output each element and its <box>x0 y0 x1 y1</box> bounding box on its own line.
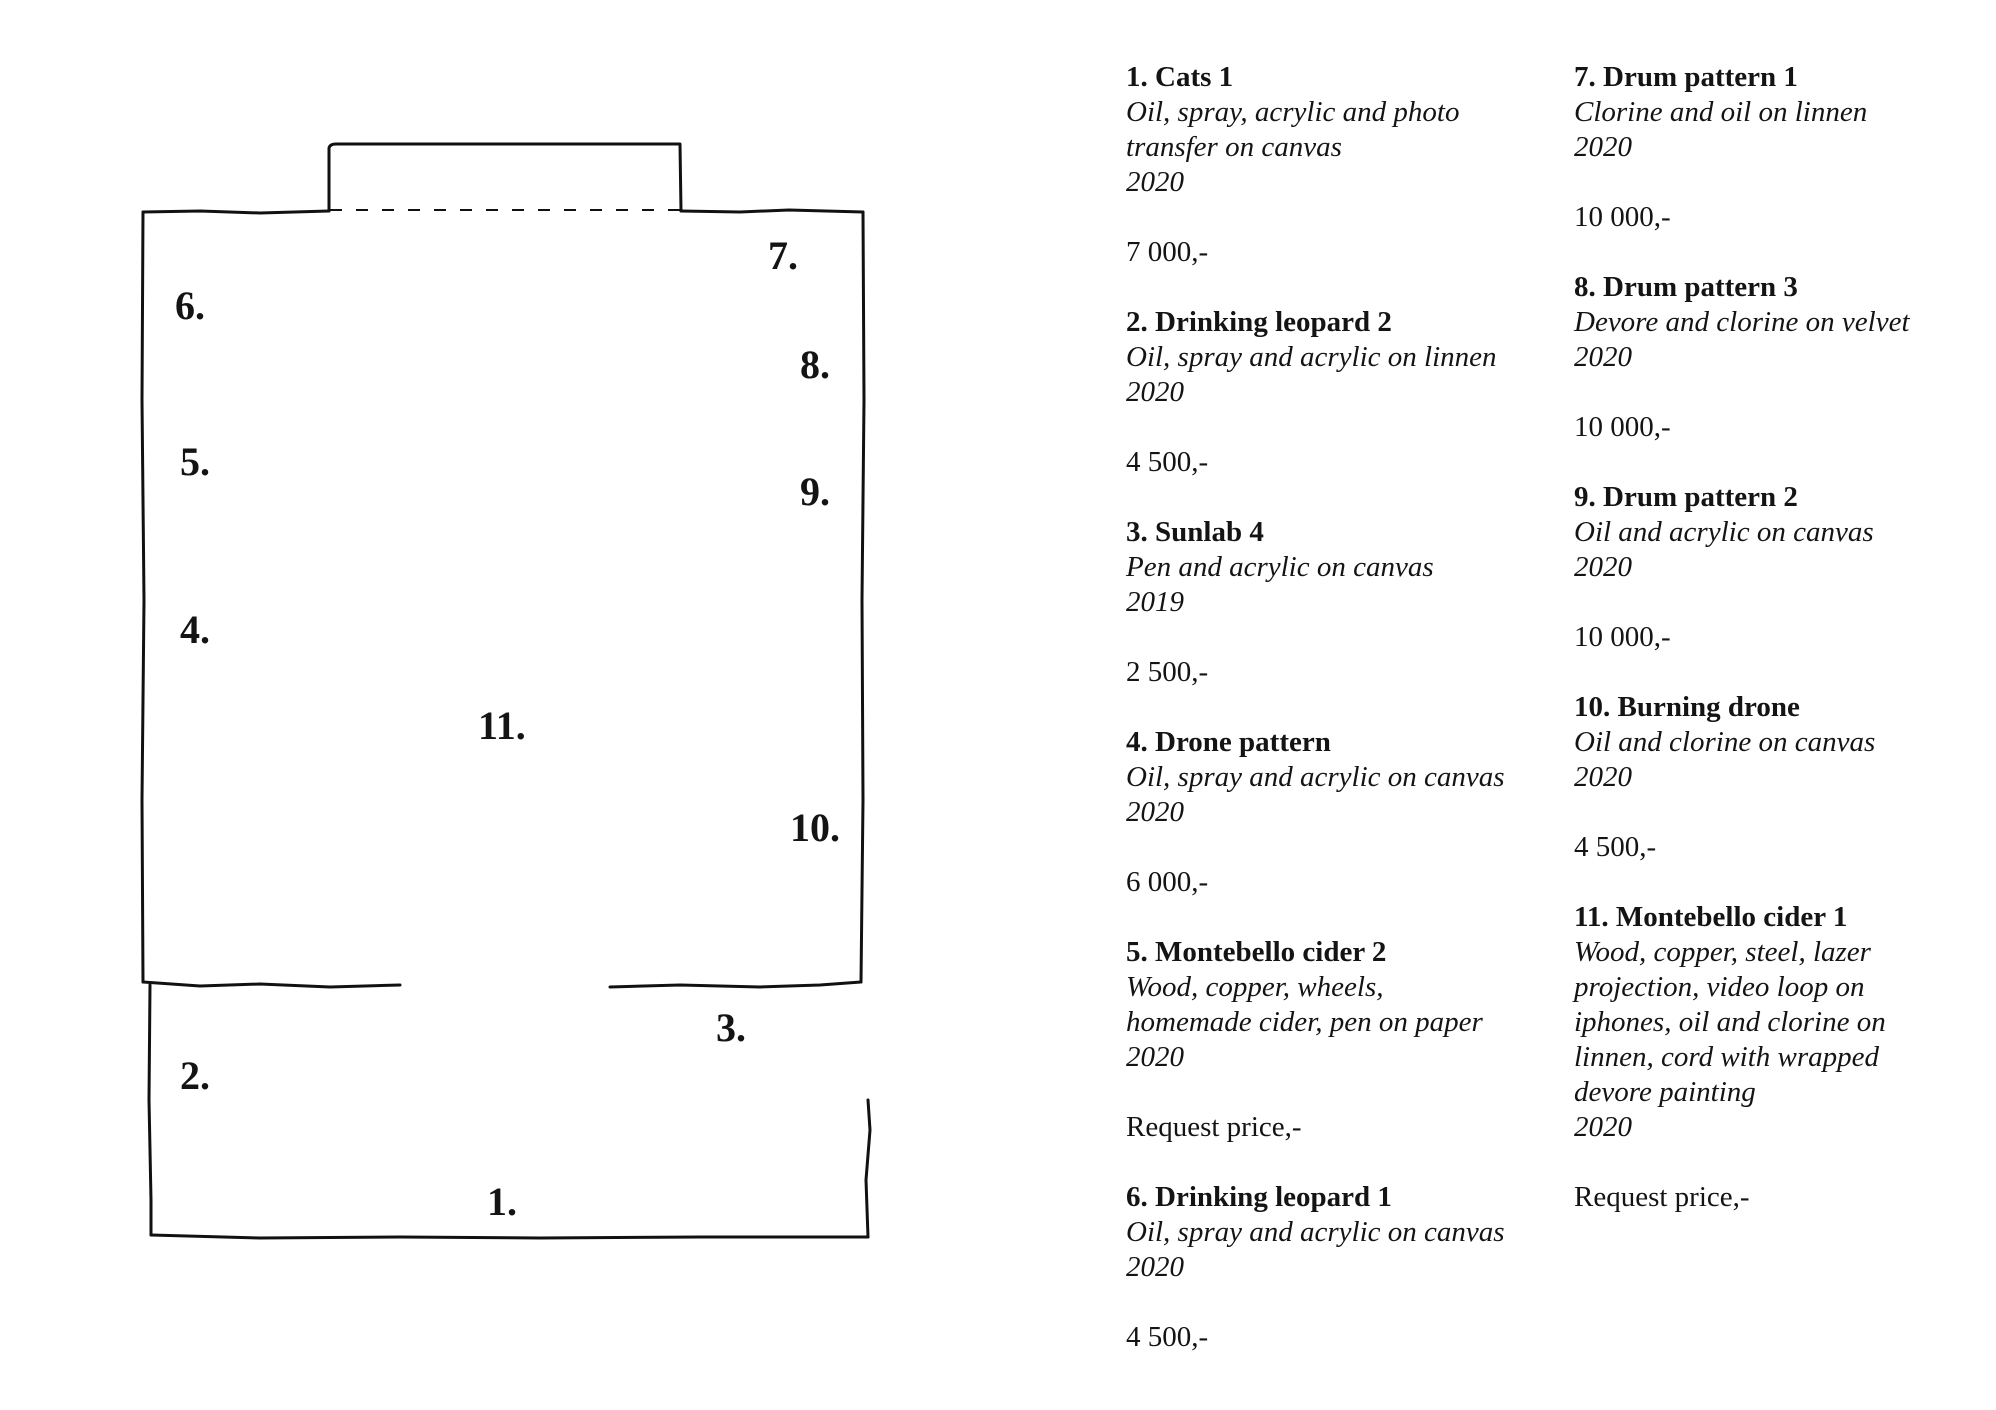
artwork-8 <box>1574 270 1994 445</box>
artwork-price: 10 000,- <box>1574 201 1671 233</box>
plan-label-6: 6. <box>175 283 205 328</box>
artwork-year: 2020 <box>1574 761 1632 793</box>
artwork-price: 7 000,- <box>1126 236 1209 268</box>
artwork-medium: Oil and clorine on canvas <box>1574 726 1876 758</box>
plan-label-4: 4. <box>180 607 210 652</box>
wall-bottom <box>151 1235 868 1238</box>
artwork-year: 2020 <box>1126 1251 1184 1283</box>
artwork-price: 4 500,- <box>1574 831 1657 863</box>
partition-right <box>610 982 861 987</box>
artwork-title: 2. Drinking leopard 2 <box>1126 306 1392 338</box>
artwork-medium: Devore and clorine on velvet <box>1574 306 1910 338</box>
artwork-title: 7. Drum pattern 1 <box>1574 61 1798 93</box>
artwork-list-left <box>1126 60 1546 1390</box>
artwork-title: 5. Montebello cider 2 <box>1126 936 1387 968</box>
artwork-medium: Wood, copper, wheels, <box>1126 971 1384 1003</box>
plan-label-10: 10. <box>790 805 840 850</box>
artwork-title: 8. Drum pattern 3 <box>1574 271 1798 303</box>
artwork-1 <box>1126 60 1546 270</box>
artwork-medium: iphones, oil and clorine on <box>1574 1006 1886 1038</box>
artwork-title: 6. Drinking leopard 1 <box>1126 1181 1392 1213</box>
alcove <box>329 144 681 211</box>
artwork-price: 4 500,- <box>1126 1321 1209 1353</box>
artwork-price: 4 500,- <box>1126 446 1209 478</box>
plan-label-5: 5. <box>180 439 210 484</box>
artwork-medium: projection, video loop on <box>1574 971 1865 1003</box>
artwork-medium: Clorine and oil on linnen <box>1574 96 1868 128</box>
artwork-medium: Oil and acrylic on canvas <box>1574 516 1874 548</box>
wall-left-upper <box>142 212 144 982</box>
artwork-title: 9. Drum pattern 2 <box>1574 481 1798 513</box>
artwork-3 <box>1126 515 1546 690</box>
artwork-title: 3. Sunlab 4 <box>1126 516 1264 548</box>
artwork-year: 2020 <box>1574 551 1632 583</box>
plan-label-7: 7. <box>768 233 798 278</box>
artwork-11 <box>1574 900 1994 1215</box>
artwork-title: 10. Burning drone <box>1574 691 1800 723</box>
artwork-medium: homemade cider, pen on paper <box>1126 1006 1483 1038</box>
artwork-2 <box>1126 305 1546 480</box>
plan-label-8: 8. <box>800 342 830 387</box>
artwork-medium: Oil, spray and acrylic on canvas <box>1126 1216 1505 1248</box>
artwork-medium: Oil, spray and acrylic on canvas <box>1126 761 1505 793</box>
artwork-medium: devore painting <box>1574 1076 1756 1108</box>
artwork-title: 11. Montebello cider 1 <box>1574 901 1848 933</box>
artwork-price: 6 000,- <box>1126 866 1209 898</box>
artwork-price: 2 500,- <box>1126 656 1209 688</box>
artwork-medium: Oil, spray, acrylic and photo <box>1126 96 1460 128</box>
artwork-price: Request price,- <box>1126 1111 1302 1143</box>
artwork-medium: transfer on canvas <box>1126 131 1342 163</box>
wall-top-right <box>681 210 863 212</box>
artwork-year: 2020 <box>1574 131 1632 163</box>
artwork-year: 2020 <box>1574 341 1632 373</box>
artwork-year: 2020 <box>1126 1041 1184 1073</box>
artwork-price: 10 000,- <box>1574 411 1671 443</box>
plan-label-11: 11. <box>478 703 526 748</box>
artwork-year: 2020 <box>1126 376 1184 408</box>
plan-label-2: 2. <box>180 1053 210 1098</box>
artwork-medium: linnen, cord with wrapped <box>1574 1041 1880 1073</box>
artwork-9 <box>1574 480 1994 655</box>
artwork-6 <box>1126 1180 1546 1355</box>
artwork-10 <box>1574 690 1994 865</box>
wall-top-left <box>143 211 329 213</box>
artwork-price: Request price,- <box>1574 1181 1750 1213</box>
plan-label-9: 9. <box>800 469 830 514</box>
wall-right-upper <box>861 212 864 982</box>
artwork-title: 1. Cats 1 <box>1126 61 1234 93</box>
wall-left-lower <box>149 985 151 1235</box>
artwork-medium: Wood, copper, steel, lazer <box>1574 936 1871 968</box>
artwork-year: 2020 <box>1574 1111 1632 1143</box>
artwork-medium: Pen and acrylic on canvas <box>1126 551 1434 583</box>
artwork-title: 4. Drone pattern <box>1126 726 1331 758</box>
artwork-year: 2020 <box>1126 166 1184 198</box>
artwork-7 <box>1574 60 1994 235</box>
artwork-list-right <box>1574 60 1994 1250</box>
partition-left <box>143 982 400 987</box>
plan-label-1: 1. <box>487 1179 517 1224</box>
artwork-year: 2019 <box>1126 586 1184 618</box>
artwork-5 <box>1126 935 1546 1145</box>
artwork-4 <box>1126 725 1546 900</box>
artwork-medium: Oil, spray and acrylic on linnen <box>1126 341 1497 373</box>
artwork-price: 10 000,- <box>1574 621 1671 653</box>
plan-label-3: 3. <box>716 1005 746 1050</box>
artwork-year: 2020 <box>1126 796 1184 828</box>
wall-right-lower <box>866 1100 870 1237</box>
